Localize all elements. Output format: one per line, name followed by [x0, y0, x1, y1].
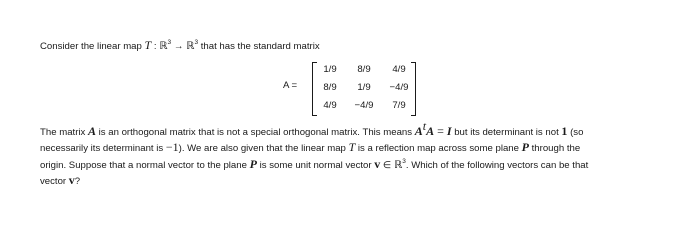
paragraph-line-3: origin. Suppose that a normal vector to the plane P is some unit normal vector v ∈ ℝ$^3$. Which of the following vectors can be that — [40, 156, 589, 171]
matrix-cell: 8/9 — [357, 64, 371, 75]
vector-symbol: v — [68, 172, 75, 187]
matrix-label: A = — [283, 80, 298, 91]
intro-line — [40, 38, 320, 54]
standard-matrix — [283, 60, 443, 116]
arrow-symbol: → — [171, 41, 187, 52]
matrix-cell: −4/9 — [354, 100, 374, 111]
matrix-symbol: A — [426, 124, 435, 138]
vector-symbol: v — [374, 156, 381, 171]
transpose-exponent: t — [422, 119, 427, 133]
matrix-cell: 8/9 — [323, 82, 337, 93]
real-space-domain: ℝ — [159, 40, 168, 52]
plane-symbol: P — [249, 156, 257, 171]
codomain-exponent: 3 — [194, 39, 199, 46]
colon: : — [151, 41, 160, 52]
identity-symbol: I — [446, 124, 452, 138]
map-symbol: T — [144, 38, 152, 52]
matrix-cell: 7/9 — [392, 100, 406, 111]
real-space: ℝ — [393, 158, 403, 171]
domain-exponent: 3 — [167, 39, 172, 46]
matrix-cell: 4/9 — [392, 64, 406, 75]
space-exponent: 3 — [402, 157, 406, 165]
left-bracket — [312, 62, 317, 116]
matrix-cell: 1/9 — [323, 64, 337, 75]
real-space-codomain: ℝ — [186, 40, 195, 52]
paragraph-line-4: vector v? — [40, 172, 81, 187]
negative-one: −1 — [165, 140, 179, 155]
map-symbol: T — [348, 140, 356, 155]
matrix-cell: 1/9 — [357, 82, 371, 93]
matrix-cell: −4/9 — [389, 82, 409, 93]
matrix-cell: 4/9 — [323, 100, 337, 111]
intro-text-2: that has the standard matrix — [198, 41, 320, 52]
transpose-base: A — [414, 124, 423, 138]
plane-symbol: P — [521, 140, 529, 155]
paragraph-line-1: The matrix A is an orthogonal matrix that is not a special orthogonal matrix. This means $A^tA = I$ but its determinant is not 1 (so — [40, 119, 584, 138]
paragraph-line-2: necessarily its determinant is −1). We are also given that the linear map T is a reflection map across some plane P through the — [40, 140, 581, 155]
problem-paragraph — [40, 119, 680, 189]
intro-text-1: Consider the linear map — [40, 41, 145, 52]
number-one: 1 — [561, 124, 568, 138]
matrix-symbol: A — [87, 124, 96, 138]
